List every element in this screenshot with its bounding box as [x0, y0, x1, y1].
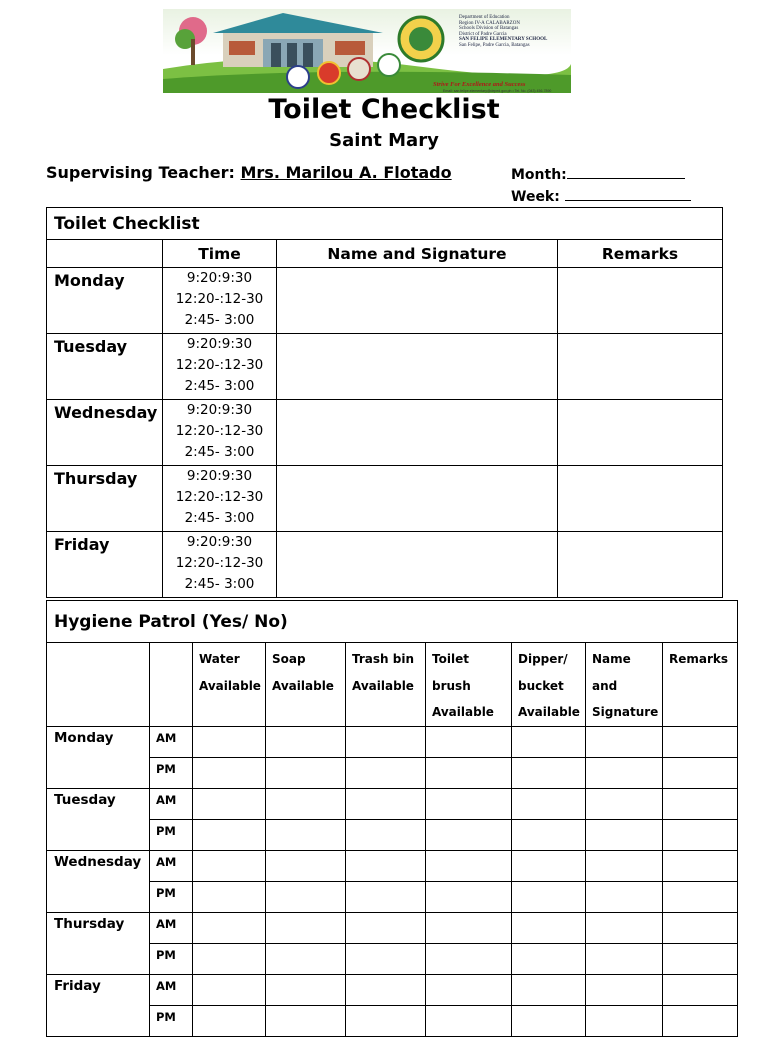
- yes-no-cell[interactable]: [193, 757, 266, 788]
- yes-no-cell[interactable]: [266, 1005, 346, 1036]
- yes-no-cell[interactable]: [346, 850, 426, 881]
- yes-no-cell[interactable]: [512, 943, 586, 974]
- signature-cell[interactable]: [586, 757, 663, 788]
- yes-no-cell[interactable]: [266, 726, 346, 757]
- time-slot: 9:20:9:30: [186, 402, 253, 418]
- period-label: AM: [150, 726, 193, 757]
- header-line: Available: [352, 678, 414, 693]
- supervisor-name: Mrs. Marilou A. Flotado: [240, 163, 452, 182]
- hygiene-row: [47, 850, 738, 881]
- banner-school-info: [459, 15, 569, 49]
- yes-no-cell[interactable]: [266, 788, 346, 819]
- banner-line: Department of Education: [459, 15, 510, 20]
- yes-no-cell[interactable]: [512, 788, 586, 819]
- time-slot: 2:45- 3:00: [184, 444, 255, 460]
- remarks-cell[interactable]: [558, 400, 723, 466]
- checklist-times: [163, 400, 277, 466]
- period-label: AM: [150, 788, 193, 819]
- yes-no-cell[interactable]: [346, 819, 426, 850]
- yes-no-cell[interactable]: [193, 1005, 266, 1036]
- week-label: Week:: [511, 189, 560, 205]
- month-blank: [567, 166, 685, 179]
- signature-cell[interactable]: [586, 943, 663, 974]
- yes-no-cell[interactable]: [346, 788, 426, 819]
- checklist-header-time: Time: [163, 240, 277, 268]
- month-label: Month:: [511, 167, 567, 183]
- hygiene-header-name: [586, 643, 663, 727]
- remarks-cell[interactable]: [663, 881, 738, 912]
- yes-no-cell[interactable]: [193, 881, 266, 912]
- hygiene-header-blank: [150, 643, 193, 727]
- checklist-caption: Toilet Checklist: [47, 208, 723, 240]
- signature-cell[interactable]: [586, 912, 663, 943]
- yes-no-cell[interactable]: [193, 850, 266, 881]
- yes-no-cell[interactable]: [266, 850, 346, 881]
- hygiene-header-blank: [47, 643, 150, 727]
- remarks-cell[interactable]: [558, 268, 723, 334]
- yes-no-cell[interactable]: [346, 943, 426, 974]
- header-line: bucket: [518, 678, 564, 693]
- hygiene-header-dipper: [512, 643, 586, 727]
- banner-line: San Felipe, Padre Garcia, Batangas: [459, 42, 530, 48]
- hygiene-row: [47, 788, 738, 819]
- checklist-times: [163, 334, 277, 400]
- signature-cell[interactable]: [277, 532, 558, 598]
- checklist-day: Monday: [47, 268, 163, 334]
- header-line: Soap: [272, 652, 306, 666]
- month-field: [511, 166, 685, 183]
- hygiene-row: [47, 1005, 738, 1036]
- remarks-cell[interactable]: [663, 819, 738, 850]
- remarks-cell[interactable]: [663, 974, 738, 1005]
- checklist-row: [47, 466, 723, 532]
- yes-no-cell[interactable]: [346, 881, 426, 912]
- week-field: [511, 188, 691, 205]
- header-line: Available: [518, 705, 580, 719]
- yes-no-cell[interactable]: [426, 726, 512, 757]
- time-slot: 9:20:9:30: [186, 468, 253, 484]
- header-line: Available: [432, 705, 494, 719]
- time-slot: 12:20-:12-30: [175, 555, 264, 571]
- yes-no-cell[interactable]: [266, 819, 346, 850]
- yes-no-cell[interactable]: [346, 757, 426, 788]
- signature-cell[interactable]: [586, 788, 663, 819]
- hygiene-row: [47, 881, 738, 912]
- banner-line: Schools Division of Batangas: [459, 26, 519, 32]
- period-label: AM: [150, 850, 193, 881]
- checklist-times: [163, 532, 277, 598]
- hygiene-row: [47, 819, 738, 850]
- page-subtitle: Saint Mary: [329, 130, 439, 151]
- banner-school-name: SAN FELIPE ELEMENTARY SCHOOL: [459, 37, 548, 43]
- checklist-day: Thursday: [47, 466, 163, 532]
- time-slot: 12:20-:12-30: [175, 291, 264, 307]
- header-line: Name: [592, 652, 631, 666]
- time-slot: 2:45- 3:00: [184, 312, 255, 328]
- hygiene-day: Wednesday: [47, 850, 150, 912]
- yes-no-cell[interactable]: [346, 912, 426, 943]
- supervisor-line: [46, 163, 452, 182]
- yes-no-cell[interactable]: [426, 1005, 512, 1036]
- toilet-checklist-table: [46, 207, 723, 598]
- time-slot: 2:45- 3:00: [184, 378, 255, 394]
- checklist-header-remarks: Remarks: [558, 240, 723, 268]
- signature-cell[interactable]: [586, 819, 663, 850]
- yes-no-cell[interactable]: [512, 881, 586, 912]
- yes-no-cell[interactable]: [193, 912, 266, 943]
- yes-no-cell[interactable]: [426, 943, 512, 974]
- header-line: Remarks: [669, 652, 729, 666]
- checklist-header-name: Name and Signature: [277, 240, 558, 268]
- hygiene-header-water: [193, 643, 266, 727]
- period-label: PM: [150, 881, 193, 912]
- checklist-row: [47, 532, 723, 598]
- yes-no-cell[interactable]: [346, 726, 426, 757]
- remarks-cell[interactable]: [663, 726, 738, 757]
- page-title: Toilet Checklist: [268, 94, 500, 125]
- header-line: and: [592, 678, 618, 693]
- yes-no-cell[interactable]: [346, 974, 426, 1005]
- yes-no-cell[interactable]: [266, 943, 346, 974]
- supervisor-label: Supervising Teacher:: [46, 163, 235, 182]
- banner-contact: Email: san.felipe.elementary@deped.gov.ph • Tel. No. (043) 456-7890: [443, 89, 552, 93]
- remarks-cell[interactable]: [558, 466, 723, 532]
- yes-no-cell[interactable]: [426, 850, 512, 881]
- remarks-cell[interactable]: [558, 532, 723, 598]
- period-label: PM: [150, 757, 193, 788]
- signature-cell[interactable]: [277, 400, 558, 466]
- hygiene-row: [47, 974, 738, 1005]
- banner-line: District of Padre Garcia: [459, 31, 507, 37]
- yes-no-cell[interactable]: [266, 757, 346, 788]
- yes-no-cell[interactable]: [346, 1005, 426, 1036]
- signature-cell[interactable]: [586, 974, 663, 1005]
- header-line: Trash bin: [352, 652, 414, 666]
- yes-no-cell[interactable]: [193, 726, 266, 757]
- header-line: Available: [272, 678, 334, 693]
- time-slot: 2:45- 3:00: [184, 510, 255, 526]
- signature-cell[interactable]: [586, 881, 663, 912]
- period-label: PM: [150, 1005, 193, 1036]
- time-slot: 12:20-:12-30: [175, 489, 264, 505]
- time-slot: 12:20-:12-30: [175, 423, 264, 439]
- yes-no-cell[interactable]: [426, 819, 512, 850]
- hygiene-header-remarks: [663, 643, 738, 727]
- time-slot: 2:45- 3:00: [184, 576, 255, 592]
- remarks-cell[interactable]: [663, 850, 738, 881]
- checklist-day: Wednesday: [47, 400, 163, 466]
- yes-no-cell[interactable]: [512, 1005, 586, 1036]
- time-slot: 9:20:9:30: [186, 270, 253, 286]
- banner-motto: Strive For Excellence and Success: [433, 81, 526, 88]
- checklist-row: [47, 400, 723, 466]
- hygiene-header-trash-bin: [346, 643, 426, 727]
- yes-no-cell[interactable]: [512, 757, 586, 788]
- yes-no-cell[interactable]: [426, 757, 512, 788]
- yes-no-cell[interactable]: [266, 881, 346, 912]
- yes-no-cell[interactable]: [193, 943, 266, 974]
- header-line: Available: [199, 678, 261, 693]
- remarks-cell[interactable]: [663, 757, 738, 788]
- remarks-cell[interactable]: [663, 788, 738, 819]
- signature-cell[interactable]: [277, 466, 558, 532]
- period-label: PM: [150, 819, 193, 850]
- checklist-day: Friday: [47, 532, 163, 598]
- hygiene-row: [47, 912, 738, 943]
- hygiene-day: Friday: [47, 974, 150, 1036]
- banner-line: Region IV-A CALABARZON: [459, 20, 520, 26]
- signature-cell[interactable]: [586, 1005, 663, 1036]
- yes-no-cell[interactable]: [512, 974, 586, 1005]
- school-banner: [163, 9, 571, 93]
- checklist-times: [163, 268, 277, 334]
- yes-no-cell[interactable]: [193, 819, 266, 850]
- yes-no-cell[interactable]: [266, 974, 346, 1005]
- yes-no-cell[interactable]: [426, 974, 512, 1005]
- hygiene-patrol-table: [46, 600, 738, 1037]
- header-line: Toilet: [432, 652, 469, 666]
- yes-no-cell[interactable]: [426, 912, 512, 943]
- time-slot: 9:20:9:30: [186, 534, 253, 550]
- remarks-cell[interactable]: [663, 912, 738, 943]
- yes-no-cell[interactable]: [426, 788, 512, 819]
- signature-cell[interactable]: [277, 334, 558, 400]
- hygiene-row: [47, 757, 738, 788]
- hygiene-header-soap: [266, 643, 346, 727]
- yes-no-cell[interactable]: [193, 974, 266, 1005]
- header-line: Signature: [592, 705, 659, 719]
- yes-no-cell[interactable]: [426, 881, 512, 912]
- hygiene-caption: Hygiene Patrol (Yes/ No): [47, 601, 738, 643]
- hygiene-header-toilet-brush: [426, 643, 512, 727]
- checklist-row: [47, 334, 723, 400]
- remarks-cell[interactable]: [558, 334, 723, 400]
- remarks-cell[interactable]: [663, 943, 738, 974]
- header-line: Dipper/: [518, 652, 568, 666]
- checklist-times: [163, 466, 277, 532]
- period-label: AM: [150, 974, 193, 1005]
- header-line: Water: [199, 652, 240, 666]
- checklist-row: [47, 268, 723, 334]
- time-slot: 9:20:9:30: [186, 336, 253, 352]
- signature-cell[interactable]: [586, 726, 663, 757]
- signature-cell[interactable]: [277, 268, 558, 334]
- yes-no-cell[interactable]: [512, 912, 586, 943]
- hygiene-day: Tuesday: [47, 788, 150, 850]
- hygiene-row: [47, 726, 738, 757]
- yes-no-cell[interactable]: [512, 726, 586, 757]
- signature-cell[interactable]: [586, 850, 663, 881]
- checklist-day: Tuesday: [47, 334, 163, 400]
- checklist-header-blank: [47, 240, 163, 268]
- period-label: PM: [150, 943, 193, 974]
- time-slot: 12:20-:12-30: [175, 357, 264, 373]
- yes-no-cell[interactable]: [512, 819, 586, 850]
- header-line: brush: [432, 678, 471, 693]
- yes-no-cell[interactable]: [266, 912, 346, 943]
- hygiene-day: Monday: [47, 726, 150, 788]
- yes-no-cell[interactable]: [512, 850, 586, 881]
- period-label: AM: [150, 912, 193, 943]
- hygiene-day: Thursday: [47, 912, 150, 974]
- yes-no-cell[interactable]: [193, 788, 266, 819]
- hygiene-row: [47, 943, 738, 974]
- remarks-cell[interactable]: [663, 1005, 738, 1036]
- week-blank: [565, 188, 691, 201]
